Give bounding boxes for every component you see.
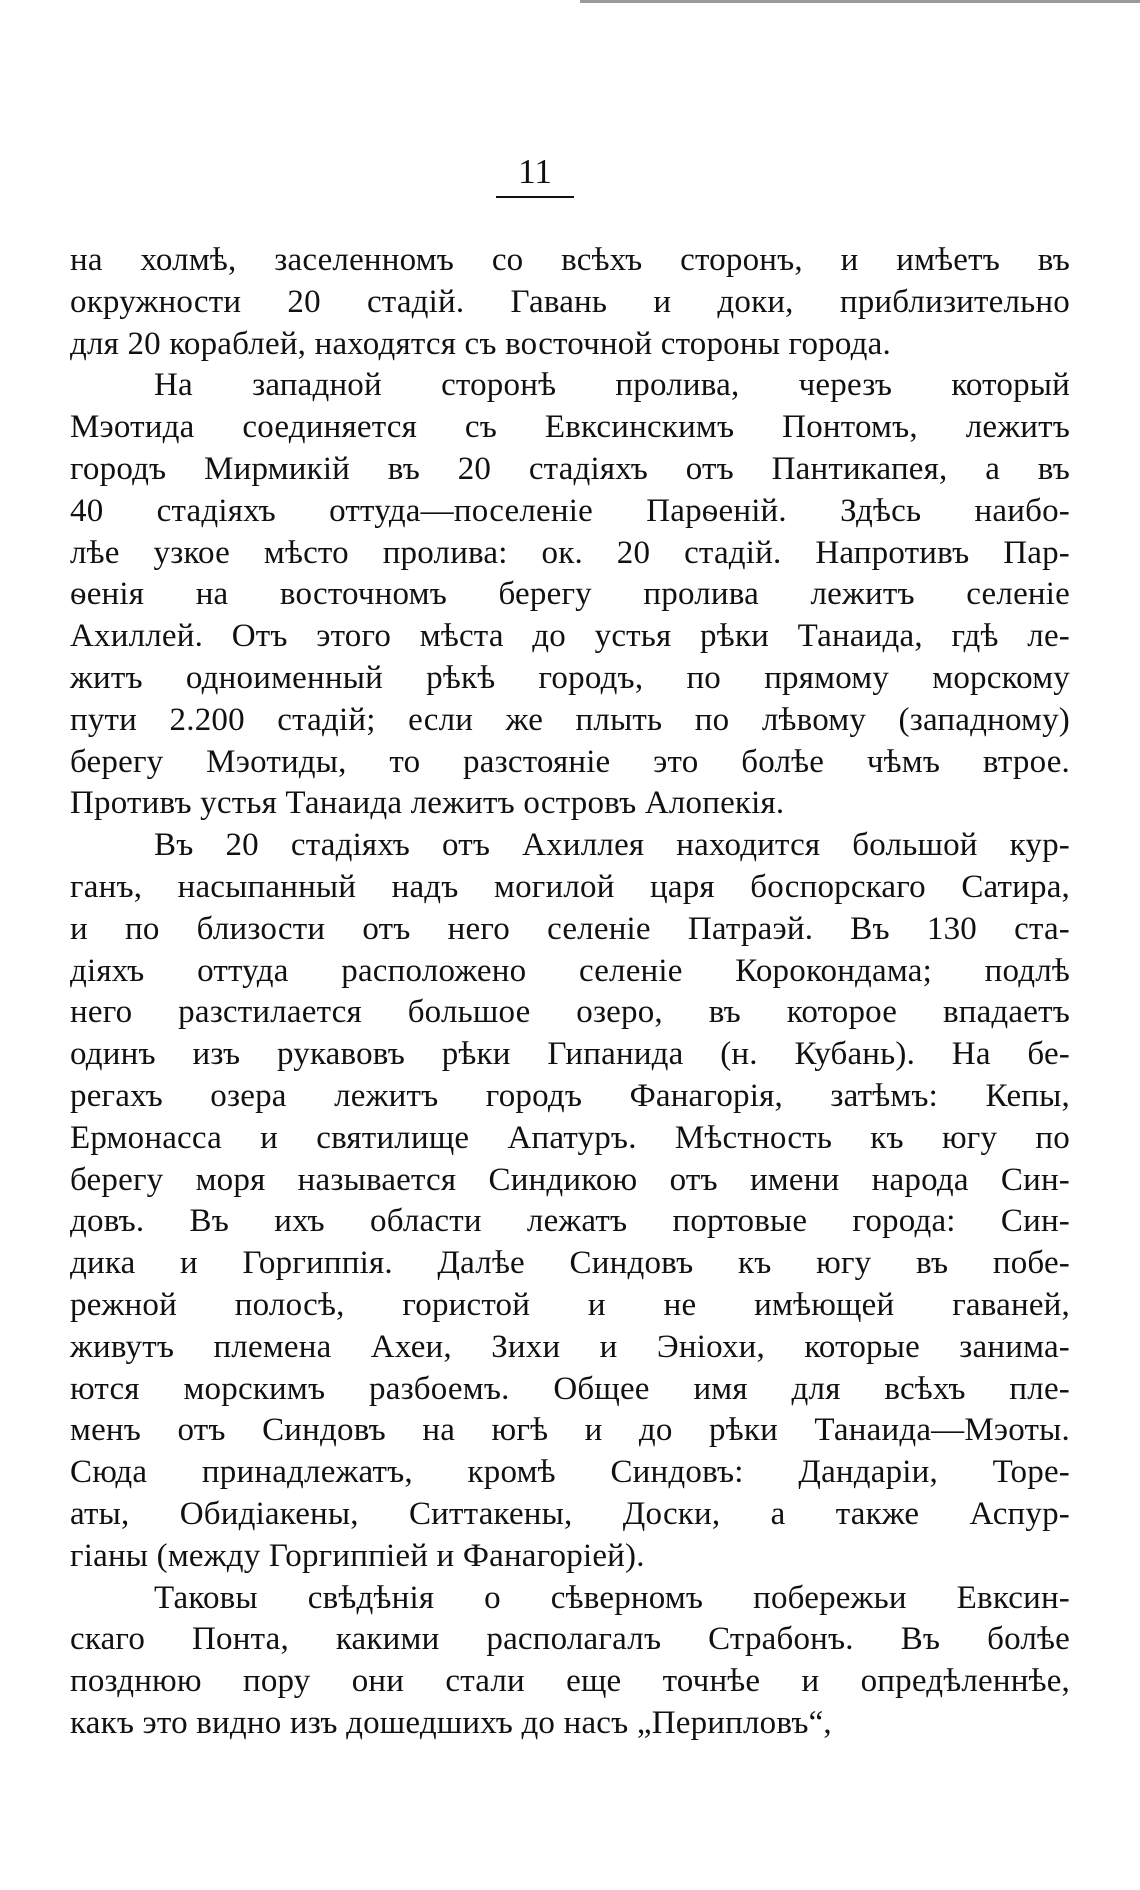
text-line: житъ одноименный рѣкѣ городъ, по прямому морскому [70, 659, 1070, 696]
body-text [70, 240, 1070, 1745]
text-line: для 20 кораблей, находятся съ восточной стороны города. [70, 325, 891, 362]
text-line: Въ 20 стадіяхъ отъ Ахиллея находится большой кур- [154, 827, 1070, 864]
page-number: 11 [518, 152, 552, 191]
text-line: режной полосѣ, гористой и не имѣющей гаваней, [70, 1286, 1070, 1323]
text-line: городъ Мирмикій въ 20 стадіяхъ отъ Пантикапея, а въ [70, 450, 1070, 487]
text-line: ганъ, насыпанный надъ могилой царя боспорскаго Сатира, [70, 868, 1070, 905]
text-line: окружности 20 стадій. Гавань и доки, приблизительно [70, 283, 1070, 320]
text-line: Противъ устья Танаида лежитъ островъ Алопекія. [70, 785, 785, 822]
text-line: лѣе узкое мѣсто пролива: ок. 20 стадій. Напротивъ Пар- [70, 534, 1070, 571]
text-line: аты, Обидіакены, Ситтакены, Доски, а также Аспур- [70, 1495, 1070, 1532]
text-line: какъ это видно изъ дошедшихъ до насъ „Перипловъ“, [70, 1704, 832, 1741]
text-line: берегу Мэотиды, то разстояніе это болѣе чѣмъ втрое. [70, 743, 1070, 780]
text-line: регахъ озера лежитъ городъ Фанагорія, затѣмъ: Кепы, [70, 1077, 1070, 1114]
text-line: дика и Горгиппія. Далѣе Синдовъ къ югу въ побе- [70, 1245, 1070, 1282]
text-line: одинъ изъ рукавовъ рѣки Гипанида (н. Кубань). На бе- [70, 1036, 1070, 1073]
text-line: и по близости отъ него селеніе Патраэй. Въ 130 ста- [70, 910, 1070, 947]
text-line: гіаны (между Горгиппіей и Фанагоріей). [70, 1537, 645, 1574]
text-line: берегу моря называется Синдикою отъ имени народа Син- [70, 1161, 1070, 1198]
text-line: діяхъ оттуда расположено селеніе Корокондама; подлѣ [70, 952, 1070, 989]
page-number-underline [496, 196, 574, 198]
text-line: Ермонасса и святилище Апатуръ. Мѣстность къ югу по [70, 1119, 1070, 1156]
text-line: менъ отъ Синдовъ на югѣ и до рѣки Танаида—Мэоты. [70, 1412, 1070, 1449]
text-line: На западной сторонѣ пролива, черезъ который [154, 367, 1070, 404]
paragraph [70, 240, 1070, 365]
text-line: 40 стадіяхъ оттуда—поселеніе Парѳеній. Здѣсь наибо- [70, 492, 1070, 529]
text-line: довъ. Въ ихъ области лежатъ портовые города: Син- [70, 1203, 1070, 1240]
text-line: ются морскимъ разбоемъ. Общее имя для всѣхъ пле- [70, 1370, 1070, 1407]
text-line: Мэотида соединяется съ Евксинскимъ Понтомъ, лежитъ [70, 409, 1070, 446]
text-line: позднюю пору они стали еще точнѣе и опредѣленнѣе, [70, 1663, 1070, 1700]
text-line: Сюда принадлежатъ, кромѣ Синдовъ: Дандаріи, Торе- [70, 1454, 1070, 1491]
paragraph [70, 365, 1070, 825]
text-line: живутъ племена Ахеи, Зихи и Эніохи, которые занима- [70, 1328, 1070, 1365]
text-line: скаго Понта, какими располагалъ Страбонъ. Въ болѣе [70, 1621, 1070, 1658]
text-line: на холмѣ, заселенномъ со всѣхъ сторонъ, и имѣетъ въ [70, 242, 1070, 278]
text-line: ѳенія на восточномъ берегу пролива лежитъ селеніе [70, 576, 1070, 613]
paragraph [70, 1578, 1070, 1745]
text-line: Ахиллей. Отъ этого мѣста до устья рѣки Танаида, гдѣ ле- [70, 618, 1070, 655]
text-line: пути 2.200 стадій; если же плыть по лѣвому (западному) [70, 701, 1070, 738]
paragraph [70, 825, 1070, 1577]
top-edge-rule [580, 0, 1140, 3]
text-line: Таковы свѣдѣнія о сѣверномъ побережьи Евксин- [154, 1579, 1070, 1616]
text-line: него разстилается большое озеро, въ которое впадаетъ [70, 994, 1070, 1031]
